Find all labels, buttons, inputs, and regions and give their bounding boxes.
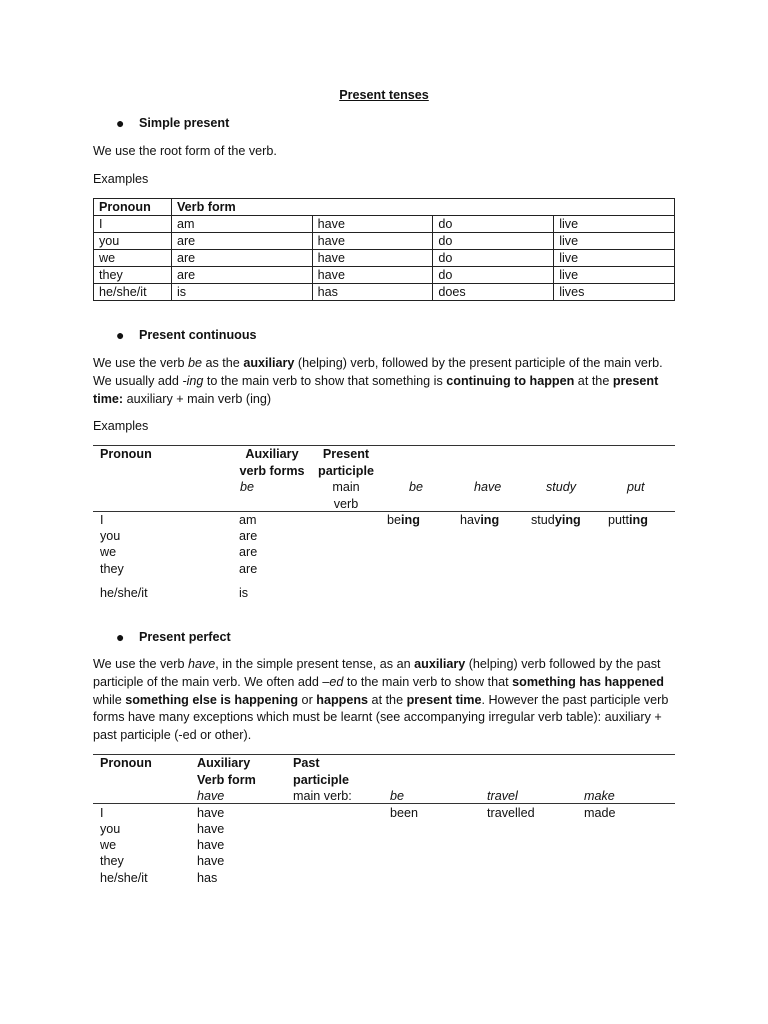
pronoun-cell: you [100,822,121,836]
section-heading-simple-present: ● Simple present [116,115,230,131]
pronoun-cell: we [100,838,117,852]
table-cell: have [312,250,433,267]
pronoun-cell: we [100,545,117,559]
table-row [94,250,675,267]
participle-cell: putting [608,513,648,527]
table-row [94,267,675,284]
participle-cell: travelled [487,806,535,820]
header-cell-verb: put [627,480,645,494]
table-cell: have [312,267,433,284]
aux-cell: have [197,854,225,868]
header-cell-auxiliary: Auxiliary verb forms be [239,447,305,494]
table-cell: am [171,216,312,233]
table-cell: they [94,267,172,284]
table-cell: are [171,267,312,284]
header-cell-pronoun: Pronoun [94,199,172,216]
aux-cell: are [239,562,258,576]
bullet-icon: ● [116,327,125,343]
header-cell-verb: travel [487,789,518,803]
aux-cell: has [197,871,218,885]
aux-cell: is [239,586,249,600]
participle-cell: made [584,806,616,820]
header-cell-verb: study [546,480,577,494]
pronoun-cell: he/she/it [100,871,148,885]
table-cell: live [554,233,675,250]
aux-cell: have [197,838,225,852]
table-cell: I [94,216,172,233]
section-heading-present-perfect: ● Present perfect [116,629,231,645]
participle-cell: been [390,806,419,820]
pronoun-cell: they [100,854,124,868]
table-cell: have [312,233,433,250]
table-cell: are [171,233,312,250]
simple-present-table [93,198,675,301]
pronoun-cell: they [100,562,124,576]
table-cell: live [554,267,675,284]
table-cell: do [433,216,554,233]
table-cell: has [312,284,433,301]
table-divider [93,754,675,755]
aux-cell: have [197,822,225,836]
table-cell: live [554,216,675,233]
table-cell: we [94,250,172,267]
pronoun-cell: I [100,806,104,820]
simple-present-description: We use the root form of the verb. [93,144,277,158]
participle-cell: having [460,513,500,527]
aux-cell: are [239,529,258,543]
table-cell: do [433,233,554,250]
examples-label: Examples [93,172,149,186]
table-cell: he/she/it [94,284,172,301]
table-cell: is [171,284,312,301]
participle-cell: being [387,513,420,527]
present-continuous-description: We use the verb be as the auxiliary (helping) verb, followed by the present participle of the main verb. We usually add -ing to the main verb to show that something is continuing to happen at the present time: auxiliary + main verb (ing) [93,356,663,406]
table-cell: live [554,250,675,267]
header-cell-pronoun: Pronoun [100,447,152,461]
page-title: Present tenses [339,88,429,102]
table-divider [93,445,675,446]
present-perfect-description: We use the verb have, in the simple present tense, as an auxiliary (helping) verb followed by the past participle of the main verb. We often add –ed to the main verb to show that something has happened while something else is happening or happens at the present time. However the past participle verb forms have many exceptions which must be learnt (see accompanying irregular verb table): auxiliary + past participle (-ed or other). [93,657,669,743]
table-divider [93,511,675,512]
examples-label: Examples [93,419,149,433]
header-cell-verb: be [390,789,405,803]
table-header-row [94,199,675,216]
pronoun-cell: you [100,529,121,543]
table-cell: are [171,250,312,267]
table-cell: does [433,284,554,301]
participle-cell: studying [531,513,581,527]
header-cell-verb: have [474,480,502,494]
table-cell: have [312,216,433,233]
aux-cell: are [239,545,258,559]
pronoun-cell: he/she/it [100,586,148,600]
table-cell: do [433,267,554,284]
bullet-icon: ● [116,629,125,645]
table-row [94,233,675,250]
section-heading-present-continuous: ● Present continuous [116,327,257,343]
bullet-icon: ● [116,115,125,131]
header-cell-present-participle: Present participle main verb [318,447,374,511]
table-row [94,216,675,233]
header-cell-pronoun: Pronoun [100,756,152,770]
table-cell: lives [554,284,675,301]
aux-cell: am [239,513,257,527]
header-cell-verb: make [584,789,615,803]
table-row [94,284,675,301]
aux-cell: have [197,806,225,820]
header-cell-verb-form: Verb form [171,199,674,216]
header-cell-past-participle: Past participle main verb: [293,756,352,803]
pronoun-cell: I [100,513,104,527]
header-cell-auxiliary: Auxiliary Verb form have [197,756,256,803]
header-cell-verb: be [409,480,424,494]
table-cell: you [94,233,172,250]
table-cell: do [433,250,554,267]
